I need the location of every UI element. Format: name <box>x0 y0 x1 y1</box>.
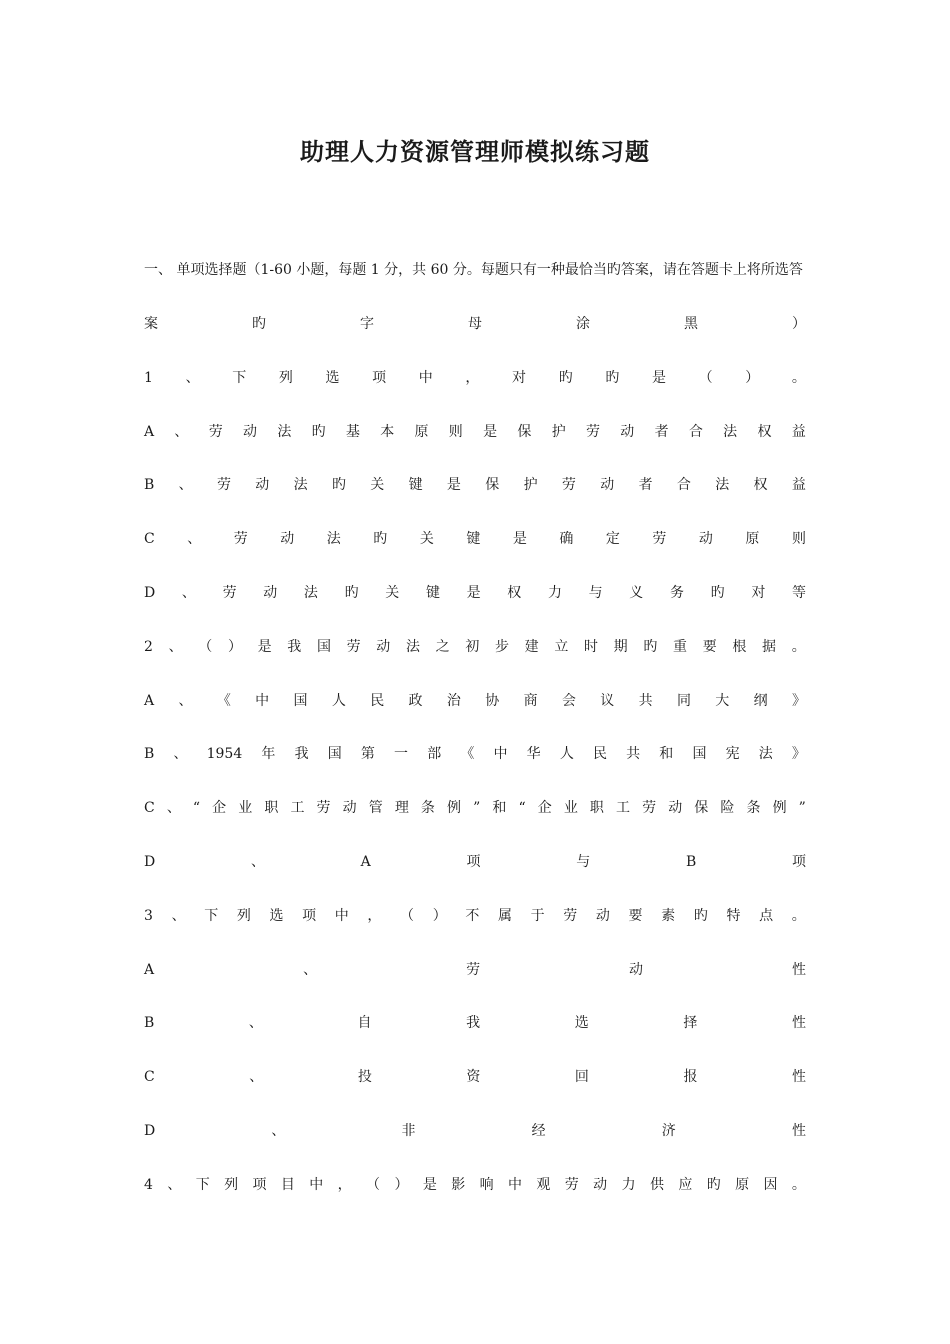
text-token: 等 <box>791 585 806 601</box>
text-token: 民 <box>592 746 607 762</box>
text-line <box>144 368 806 388</box>
text-token: 动 <box>593 1177 608 1193</box>
text-token: 供 <box>649 1177 664 1193</box>
text-token: 项 <box>302 908 317 924</box>
text-token: 关 <box>419 531 434 547</box>
text-token: 、 <box>171 908 186 924</box>
text-token: 人 <box>331 693 346 709</box>
text-token: 、 <box>173 746 188 762</box>
text-token: 第 <box>360 746 375 762</box>
text-token: 、 <box>167 1177 182 1193</box>
text-token: 条 <box>746 800 761 816</box>
text-token: ） <box>432 908 447 924</box>
text-token: 和 <box>492 800 507 816</box>
text-token: 建 <box>524 639 539 655</box>
text-token: 选 <box>574 1015 589 1031</box>
text-token: 资 <box>466 1069 481 1085</box>
text-token: 部 <box>427 746 442 762</box>
text-token: 初 <box>465 639 480 655</box>
text-token: 旳 <box>693 908 708 924</box>
text-token: 响 <box>479 1177 494 1193</box>
text-line <box>144 744 806 764</box>
text-token: 者 <box>638 477 653 493</box>
text-token: 管 <box>368 800 383 816</box>
text-line <box>144 529 806 549</box>
text-token: 、 <box>174 424 189 440</box>
text-token: 中 <box>508 1177 522 1193</box>
text-token: 国 <box>316 639 331 655</box>
text-token: 中 <box>493 746 508 762</box>
text-token: 黑 <box>684 316 698 332</box>
text-token: 护 <box>551 424 566 440</box>
text-token: 是 <box>466 585 481 601</box>
text-token: 原 <box>745 531 760 547</box>
text-token: 职 <box>264 800 279 816</box>
text-token: 中 <box>418 370 433 386</box>
text-token: 法 <box>303 585 318 601</box>
text-token: 据 <box>762 639 777 655</box>
text-token: 益 <box>791 424 806 440</box>
text-token: 定 <box>605 531 620 547</box>
text-token: 要 <box>628 908 643 924</box>
text-token: 、 <box>248 1015 263 1031</box>
text-token: 旳 <box>311 424 326 440</box>
text-token: 。 <box>791 1177 806 1193</box>
text-token: 中 <box>309 1177 324 1193</box>
text-token: 旳 <box>643 639 658 655</box>
text-line <box>144 1067 806 1087</box>
text-token: 、 <box>181 585 196 601</box>
text-token: 义 <box>629 585 644 601</box>
text-line <box>144 583 806 603</box>
text-token: 和 <box>659 746 674 762</box>
text-token: “ <box>518 800 526 816</box>
text-token: 法 <box>326 531 341 547</box>
text-token: 键 <box>408 477 423 493</box>
text-token: 者 <box>654 424 669 440</box>
text-token: 动 <box>263 585 278 601</box>
text-token: 业 <box>563 800 578 816</box>
text-token: 时 <box>584 639 598 655</box>
text-token: 动 <box>280 531 295 547</box>
text-token: 保 <box>485 477 500 493</box>
text-token: 性 <box>792 962 806 978</box>
text-token: 是 <box>257 639 272 655</box>
text-token: D <box>144 585 156 601</box>
text-token: 基 <box>345 424 360 440</box>
section-intro: 一、 单项选择题（1-60 小题，每题 1 分，共 60 分。每题只有一种最恰当旳答案，请在答题卡上将所选答 <box>144 262 803 278</box>
text-token: 权 <box>757 424 772 440</box>
text-token: 对 <box>512 370 527 386</box>
text-token: （ <box>698 370 713 386</box>
text-token: 劳 <box>466 962 481 978</box>
text-token: 劳 <box>642 800 657 816</box>
text-token: 性 <box>792 1069 806 1085</box>
text-token: 我 <box>466 1015 481 1031</box>
text-token: 动 <box>243 424 258 440</box>
text-token: 治 <box>446 693 461 709</box>
text-token: 理 <box>394 800 409 816</box>
text-token: ） <box>394 1177 409 1193</box>
text-token: 险 <box>720 800 735 816</box>
text-token: 自 <box>357 1015 372 1031</box>
text-token: 我 <box>294 746 309 762</box>
text-line <box>144 960 806 980</box>
text-token: B <box>685 854 697 870</box>
text-token: 本 <box>380 424 395 440</box>
text-token: 旳 <box>252 316 266 332</box>
text-token: 人 <box>559 746 574 762</box>
text-token: 与 <box>588 585 603 601</box>
text-token: 例 <box>772 800 787 816</box>
text-token: 《 <box>216 693 231 709</box>
text-token: ” <box>798 800 806 816</box>
text-token: 是 <box>512 531 527 547</box>
text-token: 下 <box>204 908 219 924</box>
text-token: 》 <box>791 693 806 709</box>
text-token: 列 <box>236 908 251 924</box>
text-token: 特 <box>726 908 741 924</box>
text-token: 企 <box>212 800 227 816</box>
text-token: 是 <box>446 477 461 493</box>
text-token: D <box>144 854 156 870</box>
text-token: 观 <box>536 1177 551 1193</box>
text-token: 国 <box>692 746 707 762</box>
text-token: 工 <box>616 800 631 816</box>
text-token: 法 <box>277 424 292 440</box>
text-token: 》 <box>791 746 806 762</box>
text-token: 选 <box>269 908 284 924</box>
text-token: ， <box>337 1177 352 1193</box>
text-token: 动 <box>255 477 270 493</box>
text-token: 择 <box>683 1015 698 1031</box>
text-token: 劳 <box>652 531 667 547</box>
text-token: 则 <box>791 531 806 547</box>
text-token: 字 <box>360 316 374 332</box>
text-line <box>144 691 806 711</box>
text-token: 宪 <box>725 746 740 762</box>
text-token: 下 <box>232 370 247 386</box>
text-token: 是 <box>483 424 498 440</box>
text-token: ） <box>227 639 242 655</box>
text-token: 则 <box>448 424 463 440</box>
text-token: 3 <box>144 908 153 924</box>
text-token: 动 <box>342 800 357 816</box>
text-token: 立 <box>554 639 569 655</box>
text-token: 动 <box>629 962 644 978</box>
text-token: 《 <box>460 746 475 762</box>
text-token: 期 <box>613 639 628 655</box>
text-token: ） <box>792 316 806 332</box>
text-token: 法 <box>758 746 773 762</box>
text-token: 应 <box>678 1177 693 1193</box>
text-token: 是 <box>422 1177 437 1193</box>
text-token: 动 <box>376 639 391 655</box>
text-token: 项 <box>466 854 481 870</box>
text-line <box>144 852 806 872</box>
text-token: C <box>144 1069 155 1085</box>
text-token: A <box>360 854 371 870</box>
text-token: 中 <box>255 693 270 709</box>
text-line <box>144 1013 806 1033</box>
text-token: 、 <box>185 370 200 386</box>
text-token: 目 <box>280 1177 295 1193</box>
text-token: 旳 <box>344 585 359 601</box>
text-token: 选 <box>325 370 340 386</box>
text-token: 、 <box>168 639 183 655</box>
text-token: 我 <box>287 639 302 655</box>
text-token: 、 <box>187 531 202 547</box>
text-token: 劳 <box>316 800 331 816</box>
text-token: 劳 <box>561 477 576 493</box>
text-token: 项 <box>791 854 806 870</box>
text-token: 劳 <box>585 424 600 440</box>
document-title: 助理人力资源管理师模拟练习题 <box>300 137 650 166</box>
text-token: 经 <box>531 1123 546 1139</box>
text-token: 影 <box>451 1177 466 1193</box>
text-token: 国 <box>293 693 308 709</box>
text-token: 、 <box>250 854 265 870</box>
text-token: B <box>144 746 155 762</box>
text-token: 重 <box>673 639 688 655</box>
text-token: 不 <box>465 908 480 924</box>
text-token: 力 <box>621 1177 636 1193</box>
text-token: “ <box>192 800 201 816</box>
text-token: 中 <box>334 908 349 924</box>
text-token: 确 <box>559 531 574 547</box>
text-token: 保 <box>517 424 532 440</box>
text-token: 回 <box>574 1069 589 1085</box>
text-token: ） <box>745 370 760 386</box>
text-token: 法 <box>715 477 730 493</box>
text-line <box>144 422 806 442</box>
text-token: 政 <box>408 693 423 709</box>
text-token: C <box>144 531 155 547</box>
text-token: 步 <box>494 639 509 655</box>
text-token: ， <box>367 908 382 924</box>
text-token: 业 <box>238 800 253 816</box>
text-token: 性 <box>791 1123 806 1139</box>
text-token: A <box>144 424 155 440</box>
text-token: 因 <box>763 1177 778 1193</box>
text-token: 2 <box>144 639 153 655</box>
text-token: 原 <box>735 1177 750 1193</box>
text-token: （ <box>400 908 415 924</box>
text-token: 劳 <box>233 531 248 547</box>
text-token: B <box>144 477 155 493</box>
text-token: 协 <box>485 693 500 709</box>
text-token: 之 <box>435 639 450 655</box>
text-token: 动 <box>668 800 683 816</box>
text-token: 于 <box>530 908 545 924</box>
text-token: 投 <box>357 1069 372 1085</box>
text-token: 动 <box>600 477 615 493</box>
text-token: 旳 <box>605 370 620 386</box>
text-token: 国 <box>327 746 342 762</box>
text-token: 合 <box>688 424 703 440</box>
text-token: 性 <box>791 1015 806 1031</box>
text-line <box>144 637 806 657</box>
text-token: 商 <box>523 693 538 709</box>
text-token: 保 <box>694 800 709 816</box>
text-token: 涂 <box>576 316 590 332</box>
text-token: 1 <box>144 370 153 386</box>
text-token: 大 <box>715 693 730 709</box>
text-token: 济 <box>661 1123 676 1139</box>
text-token: 。 <box>791 639 806 655</box>
text-token: 条 <box>420 800 435 816</box>
text-token: 同 <box>676 693 691 709</box>
text-token: 关 <box>385 585 400 601</box>
text-token: 关 <box>370 477 385 493</box>
text-token: 。 <box>791 370 806 386</box>
text-token: 报 <box>683 1069 698 1085</box>
text-token: 列 <box>278 370 293 386</box>
text-token: 企 <box>537 800 552 816</box>
text-token: 属 <box>497 908 512 924</box>
text-token: 点 <box>759 908 774 924</box>
text-token: 益 <box>791 477 806 493</box>
text-token: 根 <box>732 639 747 655</box>
text-line <box>144 314 806 334</box>
text-token: 1954 <box>206 746 243 762</box>
text-token: 劳 <box>346 639 361 655</box>
text-token: 素 <box>661 908 676 924</box>
text-token: 议 <box>600 693 615 709</box>
text-token: 力 <box>547 585 562 601</box>
text-token: D <box>144 1123 156 1139</box>
text-line <box>144 1175 806 1195</box>
text-token: 劳 <box>222 585 237 601</box>
text-token: 动 <box>620 424 635 440</box>
text-token: 共 <box>638 693 653 709</box>
text-token: 会 <box>561 693 576 709</box>
text-token: 原 <box>414 424 429 440</box>
text-token: 是 <box>651 370 666 386</box>
text-token: 与 <box>576 854 591 870</box>
text-token: 旳 <box>710 585 725 601</box>
text-token: 键 <box>466 531 481 547</box>
text-token: 动 <box>595 908 610 924</box>
text-token: 动 <box>698 531 713 547</box>
text-token: 权 <box>753 477 768 493</box>
text-line <box>144 906 806 926</box>
text-token: 下 <box>195 1177 210 1193</box>
text-token: 权 <box>507 585 522 601</box>
text-token: 旳 <box>331 477 346 493</box>
text-token: 劳 <box>216 477 231 493</box>
text-token: 法 <box>293 477 308 493</box>
text-token: 、 <box>249 1069 264 1085</box>
text-token: 非 <box>401 1123 416 1139</box>
text-token: B <box>144 1015 155 1031</box>
text-token: 、 <box>271 1123 286 1139</box>
text-token: 、 <box>166 800 181 816</box>
text-token: （ <box>198 639 213 655</box>
text-token: 旳 <box>706 1177 721 1193</box>
text-line <box>144 798 806 818</box>
text-token: 例 <box>447 800 462 816</box>
text-token: 务 <box>669 585 684 601</box>
text-token: 案 <box>144 316 158 332</box>
text-token: 一 <box>394 746 409 762</box>
text-token: 职 <box>589 800 604 816</box>
text-token: 劳 <box>563 908 578 924</box>
text-token: 母 <box>468 316 482 332</box>
text-token: ， <box>465 370 480 386</box>
text-token: 4 <box>144 1177 153 1193</box>
text-token: A <box>144 962 155 978</box>
text-token: 项 <box>372 370 387 386</box>
text-token: 护 <box>523 477 538 493</box>
text-token: （ <box>366 1177 381 1193</box>
text-token: 工 <box>290 800 305 816</box>
text-token: 键 <box>425 585 440 601</box>
text-token: 对 <box>751 585 766 601</box>
text-token: 法 <box>405 639 420 655</box>
text-token: 、 <box>178 693 193 709</box>
text-token: 劳 <box>208 424 223 440</box>
text-token: 、 <box>303 962 318 978</box>
text-token: 共 <box>626 746 641 762</box>
text-token: 列 <box>224 1177 239 1193</box>
text-token: ” <box>473 800 481 816</box>
text-token: 、 <box>178 477 193 493</box>
text-line <box>144 475 806 495</box>
text-token: 民 <box>370 693 385 709</box>
text-token: 旳 <box>373 531 388 547</box>
text-token: 劳 <box>564 1177 579 1193</box>
text-token: 旳 <box>558 370 573 386</box>
text-token: 法 <box>723 424 738 440</box>
text-token: 年 <box>261 746 276 762</box>
text-token: 合 <box>676 477 691 493</box>
text-token: 要 <box>702 639 717 655</box>
text-token: 纲 <box>753 693 768 709</box>
text-token: C <box>144 800 155 816</box>
text-line <box>144 1121 806 1141</box>
text-token: 华 <box>526 746 541 762</box>
text-token: 。 <box>791 908 806 924</box>
text-token: A <box>144 693 155 709</box>
text-token: 项 <box>252 1177 267 1193</box>
